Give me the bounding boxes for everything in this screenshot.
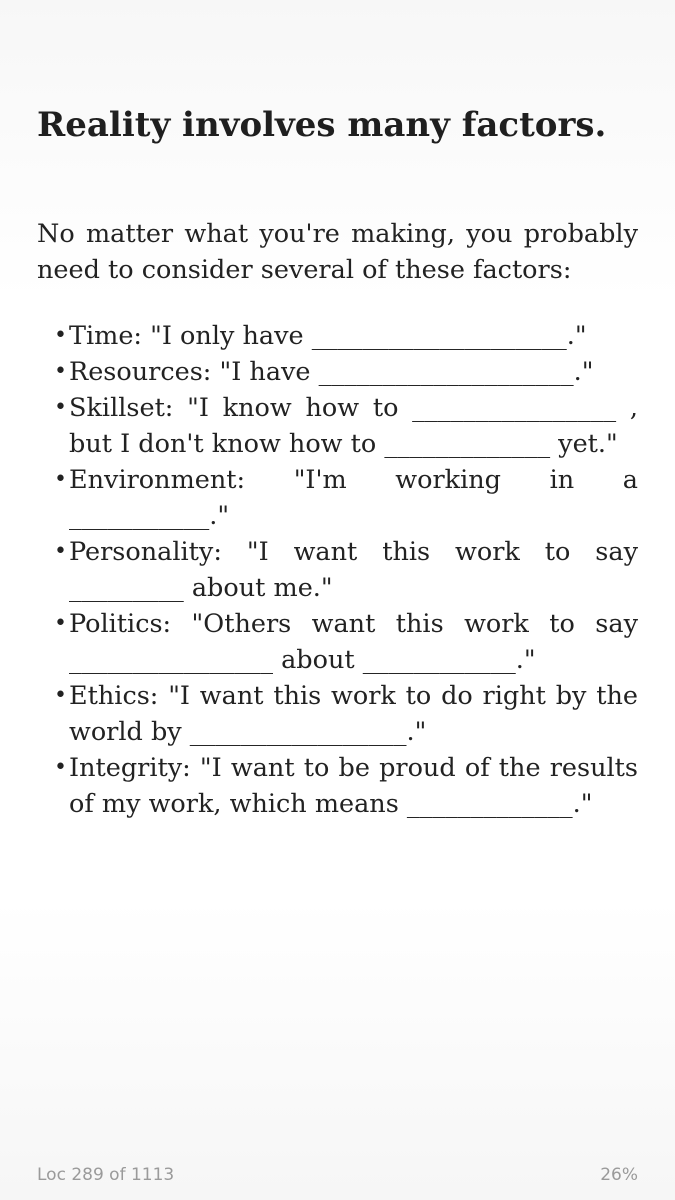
- list-item-text: Ethics: "I want this work to do right by the world by _________________.": [69, 681, 638, 747]
- location-indicator[interactable]: Loc 289 of 1113: [37, 1165, 175, 1185]
- bullet-icon: •: [54, 359, 67, 384]
- list-item: [37, 462, 638, 534]
- list-item-text: Skillset: "I know how to ________________ , but I don't know how to _____________ yet.": [69, 393, 638, 459]
- page-content: [37, 100, 638, 822]
- list-item: [37, 750, 638, 822]
- intro-paragraph: No matter what you're making, you probably need to consider several of these factors:: [37, 219, 638, 285]
- list-item-text: Integrity: "I want to be proud of the results of my work, which means _____________.": [69, 753, 638, 819]
- list-item-text: Resources: "I have ____________________.": [69, 357, 594, 387]
- list-item: [37, 606, 638, 678]
- bullet-icon: •: [54, 323, 67, 348]
- list-item-text: Personality: "I want this work to say _________ about me.": [69, 537, 638, 603]
- list-item: [37, 318, 638, 354]
- list-item-text: Time: "I only have ____________________.": [69, 321, 587, 351]
- bullet-icon: •: [54, 539, 67, 564]
- list-item: [37, 534, 638, 606]
- list-item: [37, 390, 638, 462]
- factor-list: [37, 318, 638, 822]
- list-item-text: Environment: "I'm working in a ___________.": [69, 465, 638, 531]
- bullet-icon: •: [54, 755, 67, 780]
- progress-percent[interactable]: 26%: [600, 1165, 638, 1185]
- bullet-icon: •: [54, 395, 67, 420]
- bullet-icon: •: [54, 683, 67, 708]
- list-item: [37, 678, 638, 750]
- section-heading: Reality involves many factors.: [37, 105, 607, 145]
- list-item-text: Politics: "Others want this work to say ________________ about ____________.": [69, 609, 638, 675]
- bullet-icon: •: [54, 611, 67, 636]
- reader-footer[interactable]: [37, 1165, 638, 1195]
- bullet-icon: •: [54, 467, 67, 492]
- list-item: [37, 354, 638, 390]
